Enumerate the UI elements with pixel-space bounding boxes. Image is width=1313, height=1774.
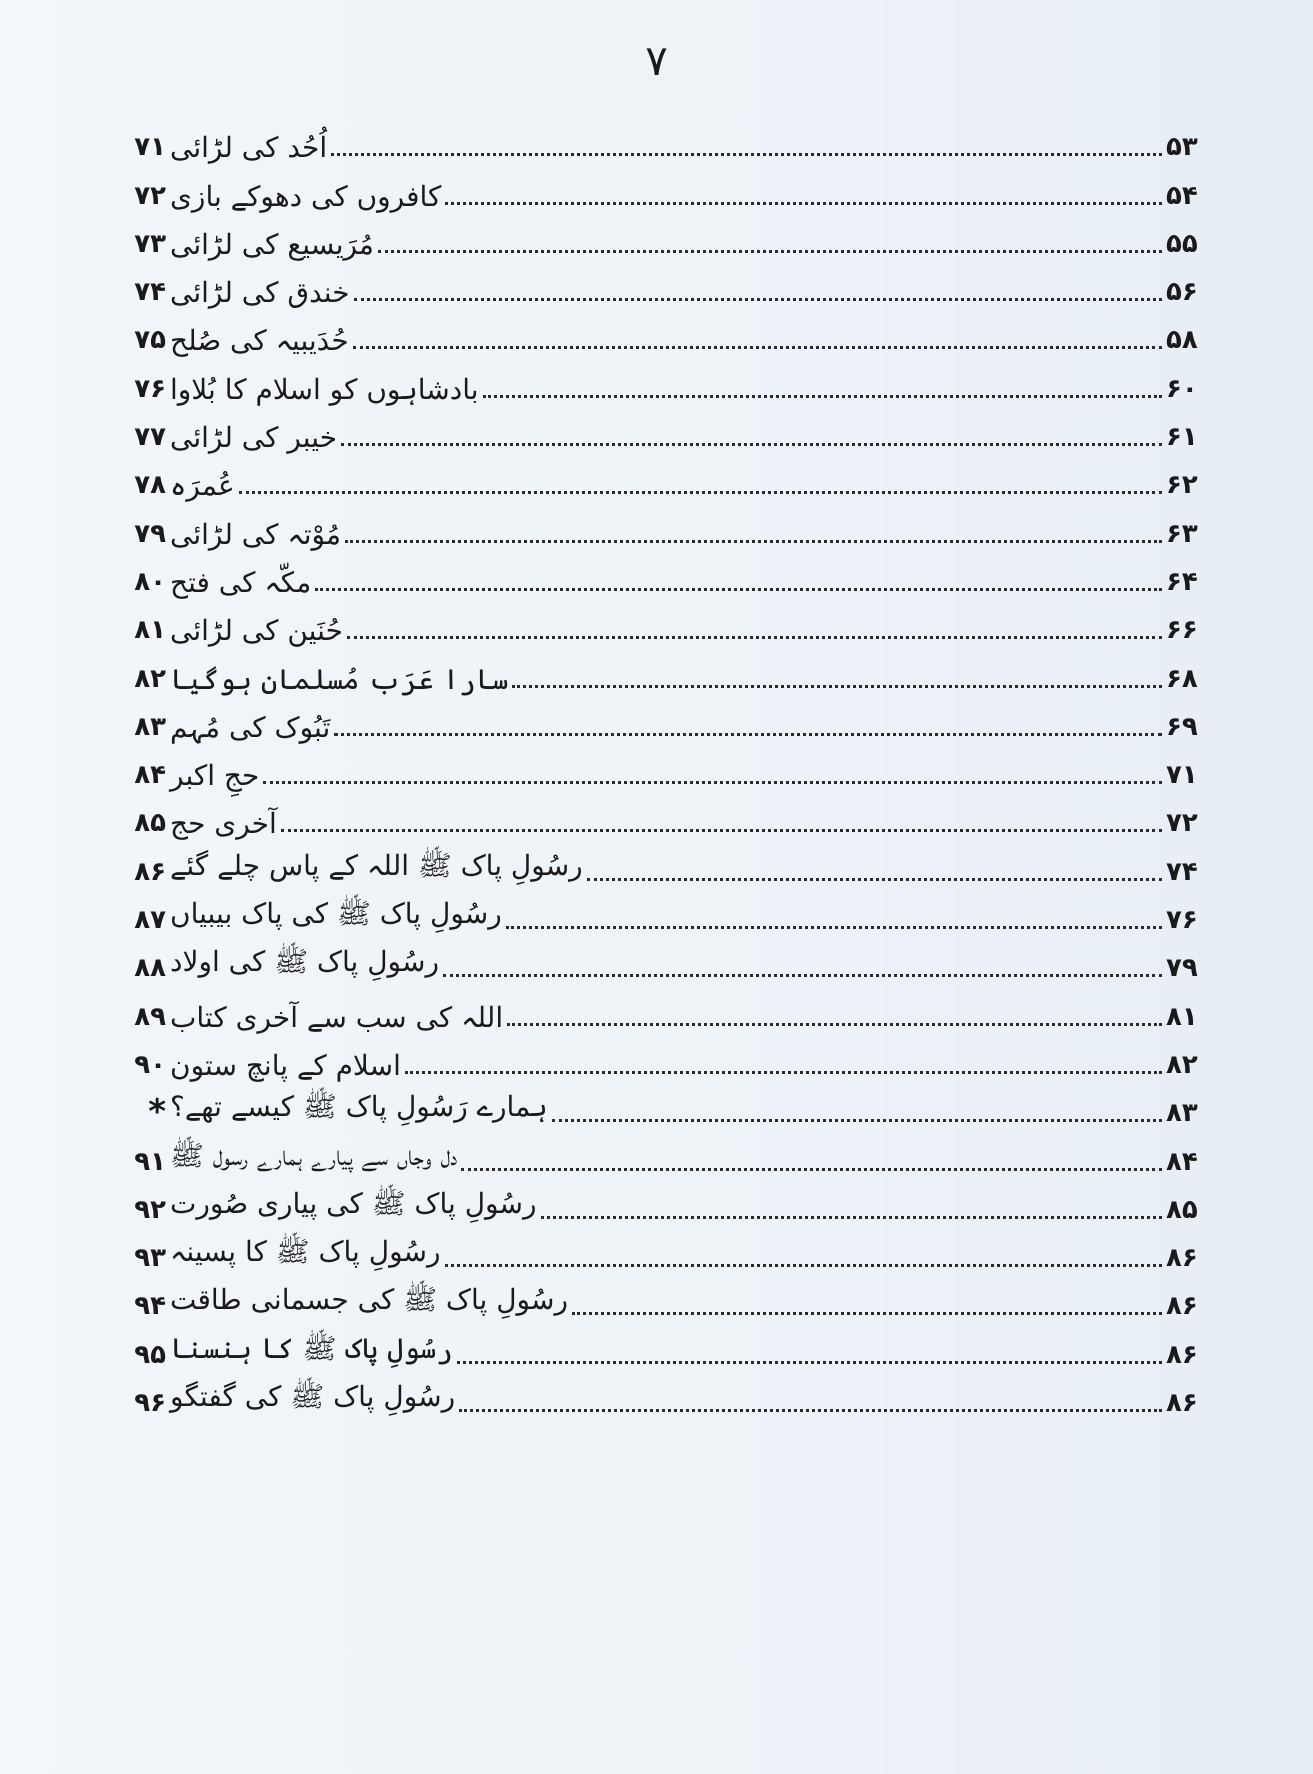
toc-entry-number: ۸۷ [134,905,166,936]
dot-leader [315,588,1162,591]
dot-leader [239,491,1162,494]
toc-entry-page: ۸۱ [1166,1001,1198,1032]
toc-entry-page: ۵۴ [1166,180,1198,211]
toc-entry-title: خندق کی لڑائی [170,276,350,310]
dot-leader [461,1168,1162,1171]
toc-entry-number: ۷۱ [134,132,166,163]
toc-entry [96,794,1246,842]
toc-entry-page: ۸۲ [1166,1049,1198,1080]
toc-entry-page: ۵۳ [1166,132,1198,163]
toc-entry-page: ۸۴ [1166,1146,1198,1177]
toc-entry-title: عُمرَہ [170,469,235,503]
toc-entry-title: تَبُوک کی مُہم [170,710,331,744]
dot-leader [506,926,1162,929]
toc-entry [96,553,1246,601]
toc-entry [96,1229,1246,1277]
toc-entry-page: ۸۵ [1166,1194,1198,1225]
toc-entry-title: کافروں کی دھوکے بازی [170,179,442,213]
toc-entry-title: رسُولِ پاک ﷺ کی پیاری صُورت [170,1186,537,1220]
toc-entry-number: ۷۹ [134,518,166,549]
toc-entry [96,215,1246,263]
toc-entry-page: ۷۶ [1166,905,1198,936]
toc-entry [96,1325,1246,1373]
toc-entry [96,456,1246,504]
toc-entry-number: ۸۵ [134,808,166,839]
toc-entry-number: ۷۳ [134,228,166,259]
toc-entry-number: ۸۴ [134,760,166,791]
toc-entry-title: دل وجاں سے پیارے ہمارے رسول ﷺ [170,1138,458,1172]
toc-entry-page: ۶۴ [1166,566,1198,597]
toc-entry-page: ۷۹ [1166,953,1198,984]
toc-entry [96,601,1246,649]
toc-entry-title: اللہ کی سب سے آخری کتاب [170,1000,504,1034]
dot-leader [354,298,1162,301]
toc-entry-page: ۶۶ [1166,615,1198,646]
toc-entry [96,166,1246,214]
toc-entry [96,891,1246,939]
toc-entry-number: ۹۶ [134,1388,166,1419]
toc-entry [96,311,1246,359]
toc-entry-page: ۶۱ [1166,422,1198,453]
toc-entry-number: ۸۲ [134,663,166,694]
toc-entry [96,504,1246,552]
toc-entry-title: خیبر کی لڑائی [170,421,338,455]
toc-entry-number: ۷۸ [134,470,166,501]
toc-entry-title: رسُولِ پاک ﷺ کا پسینہ [170,1235,441,1269]
dot-leader [512,685,1162,688]
toc-entry-title: اُحُد کی لڑائی [170,131,328,165]
toc-entry-title: اسلام کے پانچ ستون [170,1048,401,1082]
toc-entry-page: ۵۵ [1166,228,1198,259]
toc-entry-title: سارا عَرَب مُسلمان ہوگیا [170,662,509,696]
toc-entry [96,408,1246,456]
dot-leader [445,202,1162,205]
toc-entry-number: ۹۴ [134,1291,166,1322]
toc-entry-number: ۸۸ [134,953,166,984]
toc-entry-number: ۸۱ [134,615,166,646]
toc-entry-title: مُوْتہ کی لڑائی [170,517,342,551]
toc-entry-page: ۶۹ [1166,711,1198,742]
toc-entry-title: مُرَیسیع کی لڑائی [170,227,374,261]
table-of-contents [96,118,1246,1422]
toc-entry-page: ۵۸ [1166,325,1198,356]
toc-entry-number: ۹۵ [134,1339,166,1370]
dot-leader [347,636,1162,639]
toc-entry-number: ۷۴ [134,277,166,308]
toc-entry-number: * [148,1092,166,1133]
toc-entry-title: ہمارے رَسُولِ پاک ﷺ کیسے تھے؟ [170,1090,548,1124]
dot-leader [445,1264,1162,1267]
dot-leader [353,346,1162,349]
toc-entry-title: حجِ اکبر [170,759,260,793]
toc-entry-page: ۸۶ [1166,1291,1198,1322]
dot-leader [378,250,1162,253]
page-number: ۷ [645,36,668,85]
toc-entry-number: ۸۳ [134,711,166,742]
toc-entry-page: ۶۲ [1166,470,1198,501]
dot-leader [587,878,1162,881]
toc-entry-page: ۸۳ [1166,1098,1198,1129]
toc-entry [96,842,1246,890]
dot-leader [405,1071,1162,1074]
dot-leader [281,829,1162,832]
toc-entry-title: رسُولِ پاک ﷺ کی جسمانی طاقت [170,1283,569,1317]
toc-entry-number: ۹۲ [134,1194,166,1225]
dot-leader [443,974,1162,977]
toc-entry-number: ۷۵ [134,325,166,356]
toc-entry [96,1181,1246,1229]
toc-entry-title: رسُولِ پاک ﷺ کا ہنسنا [170,1331,453,1365]
toc-entry-page: ۷۱ [1166,760,1198,791]
toc-entry-page: ۷۴ [1166,856,1198,887]
toc-entry-number: ۷۶ [134,373,166,404]
toc-entry [96,1277,1246,1325]
dot-leader [572,1312,1162,1315]
toc-entry-title: آخری حج [170,807,277,841]
toc-entry [96,263,1246,311]
toc-entry [96,698,1246,746]
toc-entry [96,746,1246,794]
toc-entry-title: رسُولِ پاک ﷺ کی پاک بیبیاں [170,897,502,931]
toc-entry [96,649,1246,697]
dot-leader [483,395,1162,398]
toc-entry-number: ۷۷ [134,422,166,453]
toc-entry-title: رسُولِ پاک ﷺ کی گفتگو [170,1380,456,1414]
toc-entry-page: ۸۶ [1166,1388,1198,1419]
toc-entry-title: حُنَین کی لڑائی [170,614,343,648]
toc-entry-page: ۵۶ [1166,277,1198,308]
toc-entry [96,1084,1246,1132]
dot-leader [459,1409,1162,1412]
toc-entry [96,1374,1246,1422]
dot-leader [341,443,1162,446]
toc-entry [96,939,1246,987]
toc-entry-page: ۸۶ [1166,1339,1198,1370]
toc-entry-page: ۷۲ [1166,808,1198,839]
dot-leader [457,1361,1162,1364]
dot-leader [507,1023,1162,1026]
toc-entry-title: بادشاہوں کو اسلام کا بُلاوا [170,372,479,406]
toc-entry-number: ۹۱ [134,1146,166,1177]
toc-entry [96,1132,1246,1180]
dot-leader [263,781,1162,784]
toc-entry-page: ۶۳ [1166,518,1198,549]
toc-entry-number: ۸۰ [134,566,166,597]
dot-leader [345,540,1162,543]
toc-entry [96,1036,1246,1084]
toc-entry-title: مکّہ کی فتح [170,565,312,599]
toc-entry-number: ۷۲ [134,180,166,211]
toc-entry-number: ۹۰ [134,1049,166,1080]
toc-entry-number: ۸۶ [134,856,166,887]
dot-leader [552,1119,1162,1122]
toc-entry [96,359,1246,407]
toc-entry-title: رسُولِ پاک ﷺ کی اولاد [170,945,440,979]
toc-entry-page: ۶۸ [1166,663,1198,694]
dot-leader [541,1216,1162,1219]
toc-entry-number: ۹۳ [134,1243,166,1274]
toc-entry-title: حُدَیبیہ کی صُلح [170,324,349,358]
toc-entry-number: ۸۹ [134,1001,166,1032]
toc-entry [96,987,1246,1035]
toc-entry-title: رسُولِ پاک ﷺ اللہ کے پاس چلے گئے [170,848,583,882]
toc-entry-page: ۸۶ [1166,1243,1198,1274]
dot-leader [331,153,1162,156]
dot-leader [334,733,1162,736]
toc-entry-page: ۶۰ [1166,373,1198,404]
toc-entry [96,118,1246,166]
